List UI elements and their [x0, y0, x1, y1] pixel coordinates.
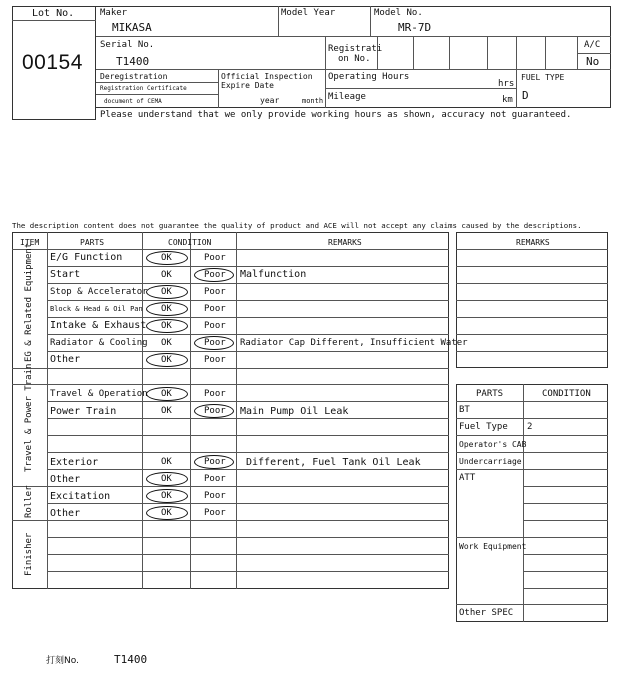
poor-label: Poor [204, 338, 226, 348]
dereg-label: Deregistration [100, 72, 168, 81]
serial-no-value: T1400 [116, 55, 150, 68]
selected-poor-oval [194, 404, 234, 418]
ok-label: OK [161, 287, 172, 297]
right-work-equipment-label: Work Equipment [459, 542, 527, 551]
right-remarks-header: REMARKS [516, 238, 550, 247]
col-remarks-header: REMARKS [328, 238, 362, 247]
poor-label: Poor [204, 508, 226, 518]
poor-label: Poor [204, 474, 226, 484]
poor-label: Poor [204, 287, 226, 297]
poor-label: Poor [204, 321, 226, 331]
selected-poor-oval [194, 336, 234, 350]
poor-label: Poor [204, 389, 226, 399]
part-stop-accelerator: Stop & Accelerator [50, 287, 148, 297]
col-condition-header: CONDITION [168, 238, 212, 247]
part-start: Start [50, 269, 81, 280]
section-travel-label: Travel & Power Train [24, 363, 34, 472]
selected-ok-oval [146, 353, 188, 367]
part-other-travel: Other [50, 474, 81, 485]
part-excitation: Excitation [50, 491, 111, 502]
registration-label-1: Registrati [328, 44, 383, 54]
ok-label: OK [161, 474, 172, 484]
maker-value: MIKASA [112, 21, 152, 34]
right-other-spec-label: Other SPEC [459, 608, 514, 618]
remark-radiator: Radiator Cap Different, Insufficient Water [240, 338, 468, 348]
ok-label: OK [161, 304, 172, 314]
ok-label: OK [161, 253, 172, 263]
selected-ok-oval [146, 302, 188, 316]
official-insp-label-2: Expire Date [221, 81, 274, 90]
fuel-type-label: FUEL TYPE [521, 73, 565, 82]
poor-label: Poor [204, 491, 226, 501]
ac-label: A/C [584, 40, 601, 50]
col-parts-header: PARTS [80, 238, 105, 247]
ok-label: OK [161, 508, 172, 518]
poor-label: Poor [204, 304, 226, 314]
right-fuel-type-label: Fuel Type [459, 422, 508, 432]
hrs-label: hrs [498, 79, 515, 89]
selected-ok-oval [146, 319, 188, 333]
right-undercarriage-label: Undercarriage [459, 457, 522, 466]
poor-label: Poor [204, 253, 226, 263]
fuel-type-value: D [522, 89, 529, 102]
part-block-head-oil-pan: Block & Head & Oil Pan [50, 305, 143, 313]
remark-power-train: Main Pump Oil Leak [240, 406, 349, 417]
selected-poor-oval [194, 268, 234, 282]
selected-ok-oval [146, 251, 188, 265]
registration-label-2: on No. [338, 54, 371, 64]
selected-poor-oval [194, 455, 234, 469]
disclaimer: The description content does not guarantee the quality of product and ACE will not accept any claims caused by the descriptions. [12, 221, 582, 230]
part-other-eg: Other [50, 354, 81, 365]
ok-label: OK [161, 406, 172, 416]
reg-cert-label: Registration Certificate [100, 85, 187, 92]
section-roller-label: Roller [24, 485, 34, 518]
lot-no-value: 00154 [22, 51, 83, 74]
ac-value: No [586, 55, 600, 68]
maker-label: Maker [100, 8, 128, 18]
poor-label: Poor [204, 457, 226, 467]
ok-label: OK [161, 355, 172, 365]
stamp-no-value: T1400 [114, 653, 148, 666]
year-label: year [260, 96, 280, 105]
part-exterior: Exterior [50, 457, 99, 468]
right-operator-cab-label: Operator's CAB [459, 440, 527, 449]
hours-note: Please understand that we only provide working hours as shown, accuracy not guaranteed. [100, 110, 572, 120]
right-fuel-type-value: 2 [527, 422, 533, 432]
col-item-header: ITEM [20, 238, 40, 247]
right-att-label: ATT [459, 473, 476, 483]
stamp-no-label: 打刻No. [46, 656, 79, 666]
ok-label: OK [161, 389, 172, 399]
right-bt-label: BT [459, 405, 470, 415]
right-parts-header: PARTS [476, 389, 504, 399]
mileage-label: Mileage [328, 92, 366, 102]
ok-label: OK [161, 457, 172, 467]
part-intake-exhaust: Intake & Exhaust [50, 320, 147, 331]
selected-ok-oval [146, 506, 188, 520]
selected-ok-oval [146, 387, 188, 401]
lot-no-label: Lot No. [32, 8, 75, 19]
model-no-label: Model No. [374, 8, 423, 18]
serial-no-label: Serial No. [100, 40, 155, 50]
remark-exterior: Different, Fuel Tank Oil Leak [246, 457, 421, 468]
selected-ok-oval [146, 285, 188, 299]
model-year-label: Model Year [281, 8, 336, 18]
part-travel-operation: Travel & Operation [50, 389, 148, 399]
ok-label: OK [161, 491, 172, 501]
section-finisher-label: Finisher [24, 532, 34, 576]
model-no-value: MR-7D [398, 21, 432, 34]
cema-label: document of CEMA [104, 98, 162, 105]
remark-start: Malfunction [240, 269, 307, 280]
official-insp-label-1: Official Inspection [221, 72, 313, 81]
part-other-roller: Other [50, 508, 81, 519]
km-label: km [502, 95, 513, 105]
section-eg-label: EG & Related Equipment [24, 242, 34, 362]
part-eg-function: E/G Function [50, 252, 123, 263]
part-power-train: Power Train [50, 406, 117, 417]
poor-label: Poor [204, 406, 226, 416]
part-radiator-cooling: Radiator & Cooling [50, 338, 148, 348]
poor-label: Poor [204, 355, 226, 365]
selected-ok-oval [146, 472, 188, 486]
ok-label: OK [161, 338, 172, 348]
ok-label: OK [161, 270, 172, 280]
month-label: month [302, 97, 324, 105]
selected-ok-oval [146, 489, 188, 503]
poor-label: Poor [204, 270, 226, 280]
ok-label: OK [161, 321, 172, 331]
operating-hours-label: Operating Hours [328, 72, 410, 82]
right-condition-header: CONDITION [542, 389, 591, 399]
